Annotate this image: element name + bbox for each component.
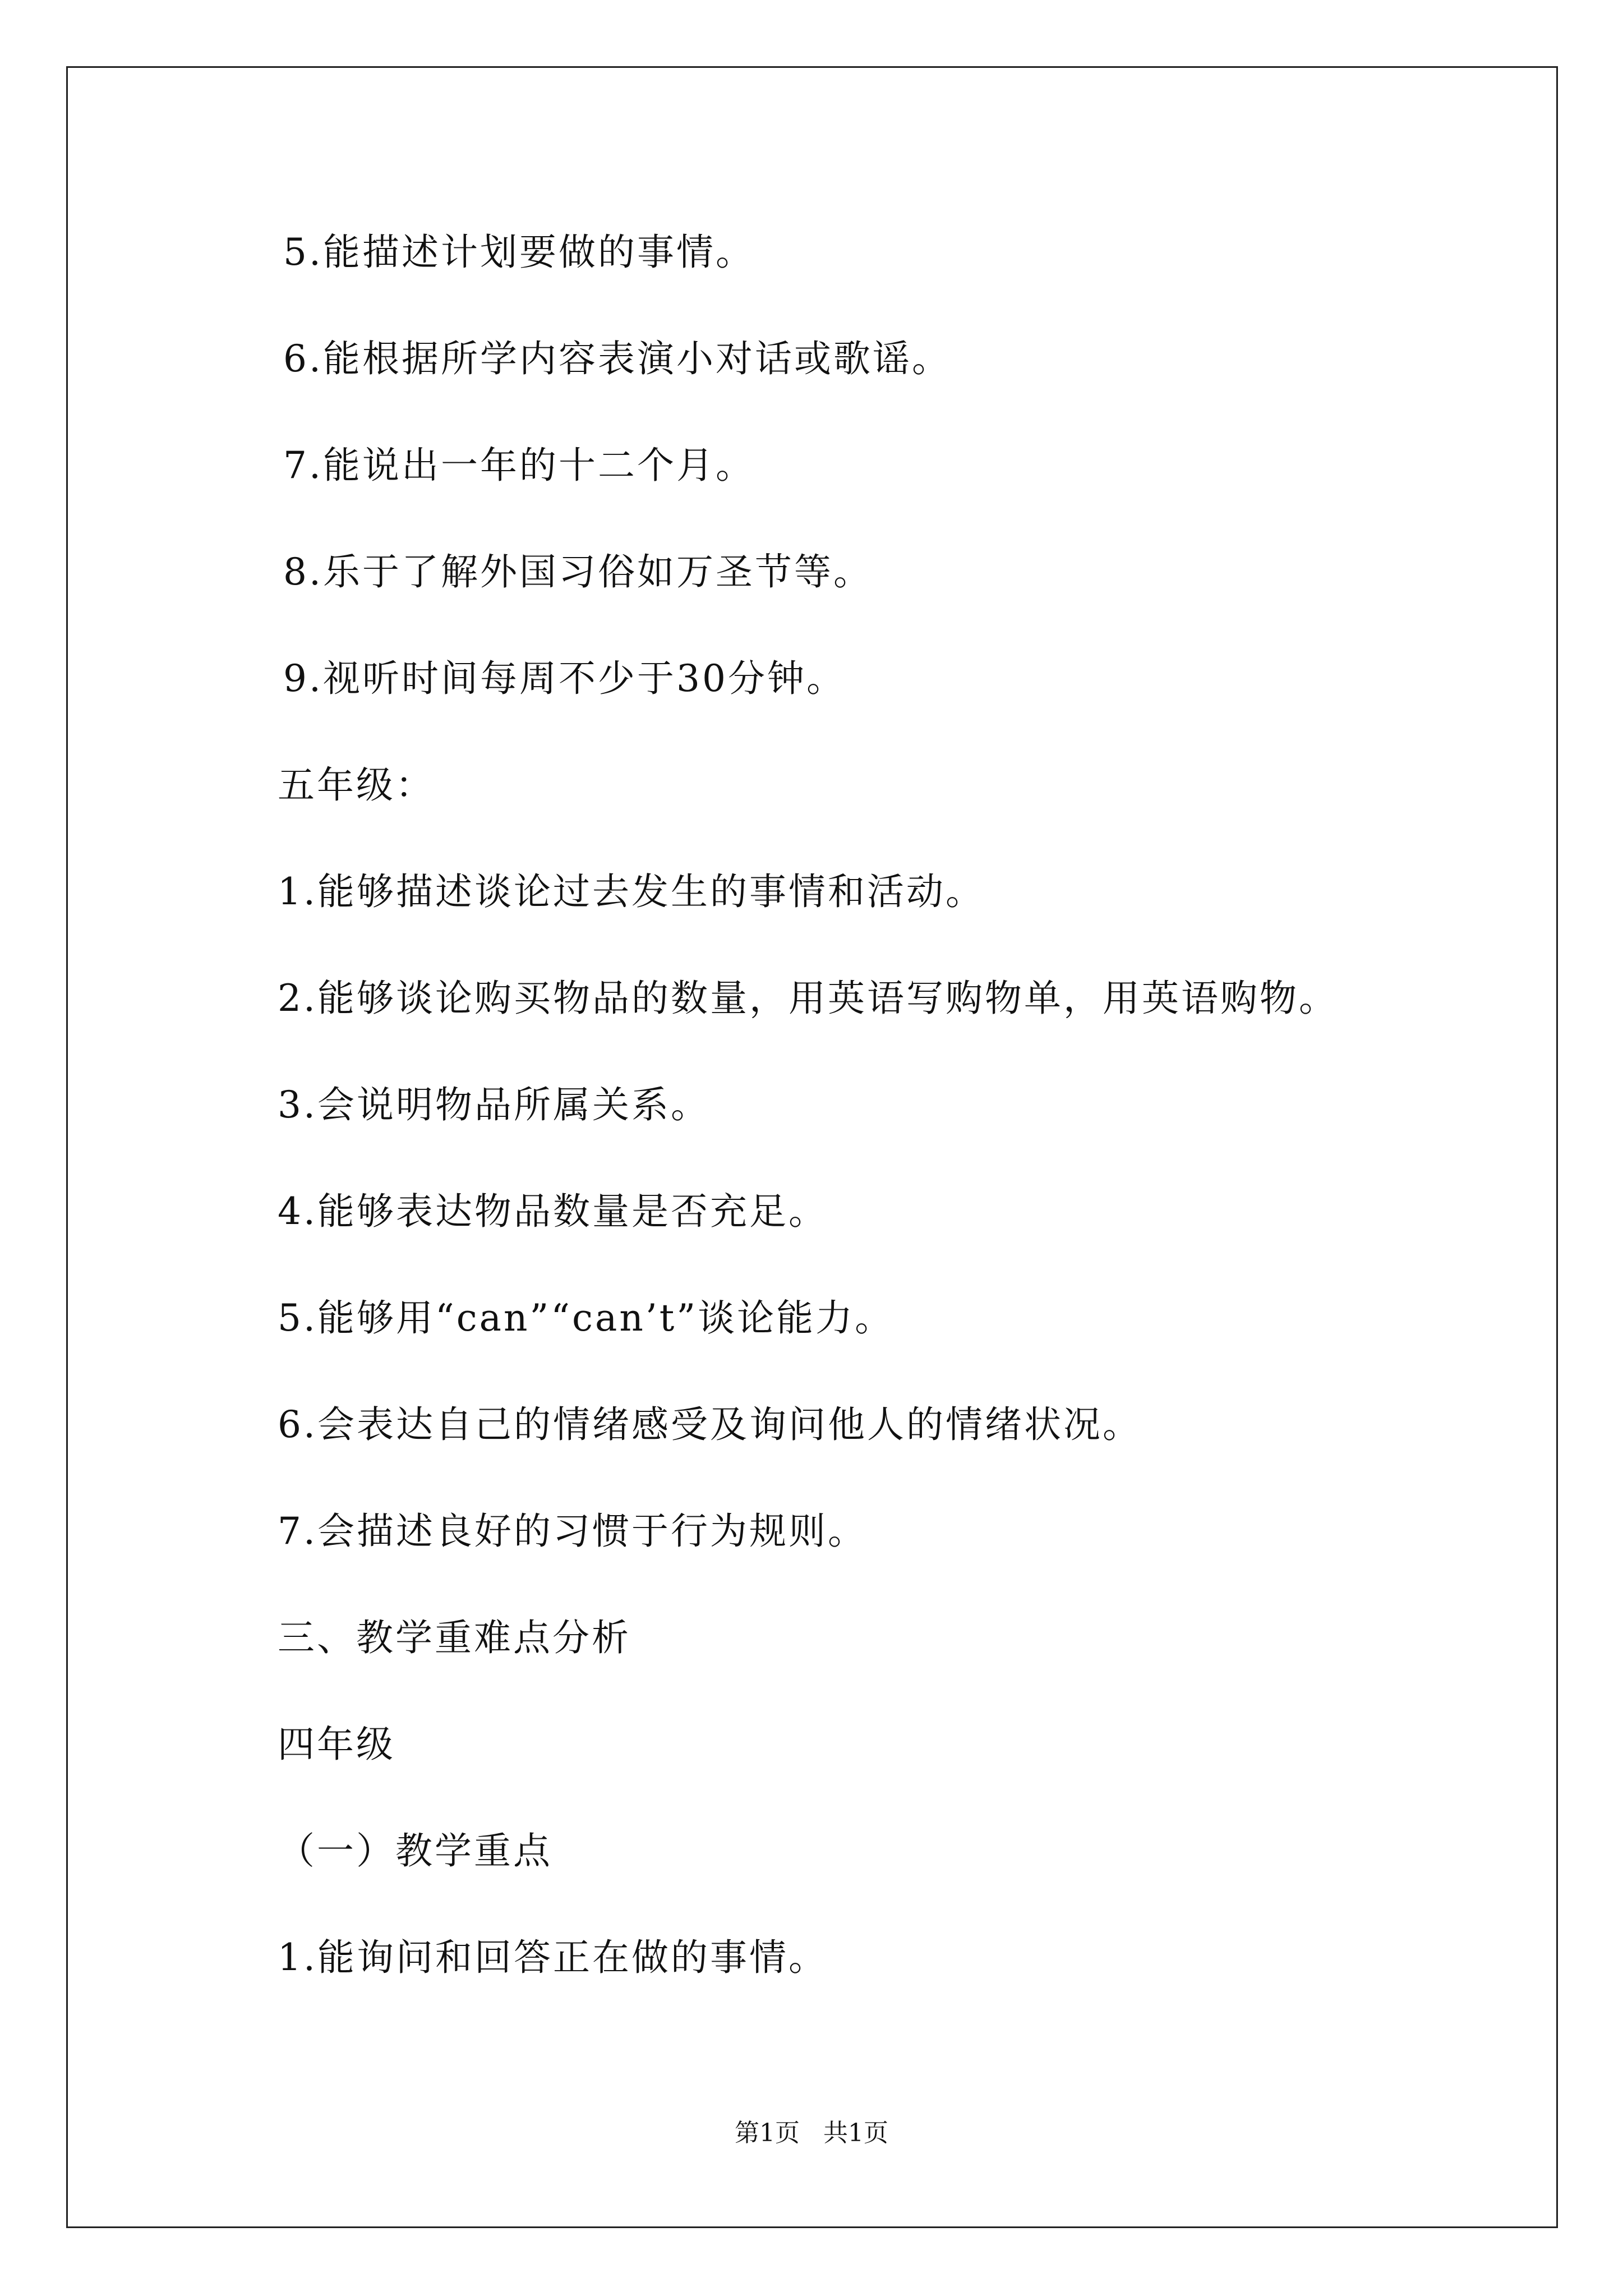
section-heading: 五年级： <box>278 763 435 807</box>
page-frame <box>66 66 1558 2228</box>
page-number-footer: 第1页 共1页 <box>735 2119 888 2147</box>
list-item: 3.会说明物品所属关系。 <box>278 1083 710 1126</box>
subsection-heading: （一）教学重点 <box>278 1829 552 1872</box>
list-item: 6.会表达自己的情绪感受及询问他人的情绪状况。 <box>278 1403 1142 1446</box>
list-item: 6.能根据所学内容表演小对话或歌谣。 <box>283 337 951 380</box>
section-heading: 三、教学重难点分析 <box>278 1616 631 1659</box>
list-item: 9.视听时间每周不少于30分钟。 <box>283 657 846 700</box>
list-item: 5.能描述计划要做的事情。 <box>283 231 755 274</box>
list-item: 1.能询问和回答正在做的事情。 <box>278 1936 828 1979</box>
list-item: 7.能说出一年的十二个月。 <box>283 444 755 487</box>
list-item: 4.能够表达物品数量是否充足。 <box>278 1190 828 1233</box>
list-item: 7.会描述良好的习惯于行为规则。 <box>278 1510 867 1553</box>
list-item: 5.能够用“can”“can’t”谈论能力。 <box>278 1296 895 1340</box>
list-item: 2.能够谈论购买物品的数量，用英语写购物单，用英语购物。 <box>278 977 1338 1020</box>
list-item: 1.能够描述谈论过去发生的事情和活动。 <box>278 870 985 913</box>
list-item: 8.乐于了解外国习俗如万圣节等。 <box>283 550 873 593</box>
section-heading: 四年级 <box>278 1723 395 1766</box>
